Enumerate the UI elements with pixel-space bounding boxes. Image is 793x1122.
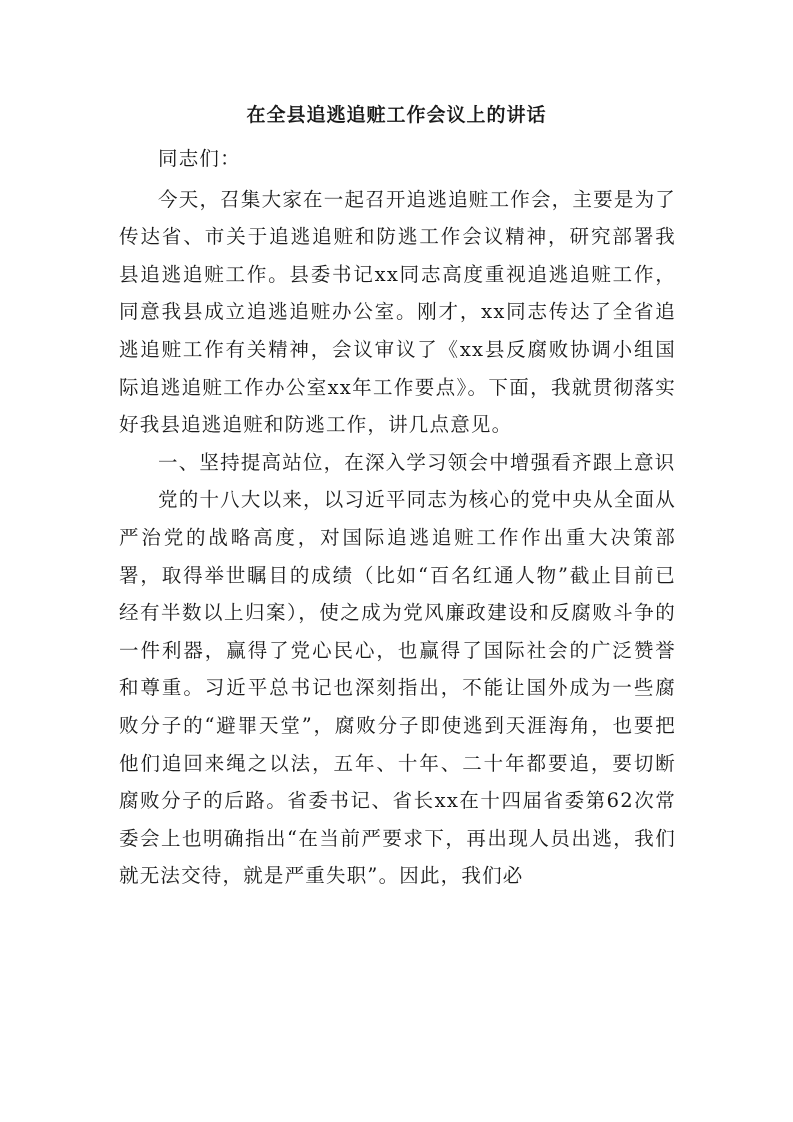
paragraph-section-1: 党的十八大以来，以习近平同志为核心的党中央从全面从严治党的战略高度，对国际追逃追赃工作作出重大决策部署，取得举世瞩目的成绩（比如“百名红通人物”截止目前已经有半数以上归案），使之成为党风廉政建设和反腐败斗争的一件利器，赢得了党心民心，也赢得了国际社会的广泛赞誉和尊重。习近平总书记也深刻指出，不能让国外成为一些腐败分子的“避罪天堂”，腐败分子即使逃到天涯海角，也要把他们追回来绳之以法，五年、十年、二十年都要追，要切断腐败分子的后路。省委书记、省长xx在十四届省委第62次常委会上也明确指出“在当前严要求下，再出现人员出逃，我们就无法交待，就是严重失职”。因此，我们必	[119, 488, 676, 888]
salutation: 同志们：	[158, 147, 241, 170]
document-title: 在全县追逃追赃工作会议上的讲话	[246, 104, 547, 126]
section-heading-1: 一、坚持提高站位，在深入学习领会中增强看齐跟上意识	[158, 450, 676, 474]
paragraph-opening: 今天，召集大家在一起召开追逃追赃工作会，主要是为了传达省、市关于追逃追赃和防逃工作会议精神，研究部署我县追逃追赃工作。县委书记xx同志高度重视追逃追赃工作，同意我县成立追逃追赃办公室。刚才，xx同志传达了全省追逃追赃工作有关精神，会议审议了《xx县反腐败协调小组国际追逃追赃工作办公室xx年工作要点》。下面，我就贯彻落实好我县追逃追赃和防逃工作，讲几点意见。	[119, 187, 676, 437]
document-body	[119, 140, 676, 895]
